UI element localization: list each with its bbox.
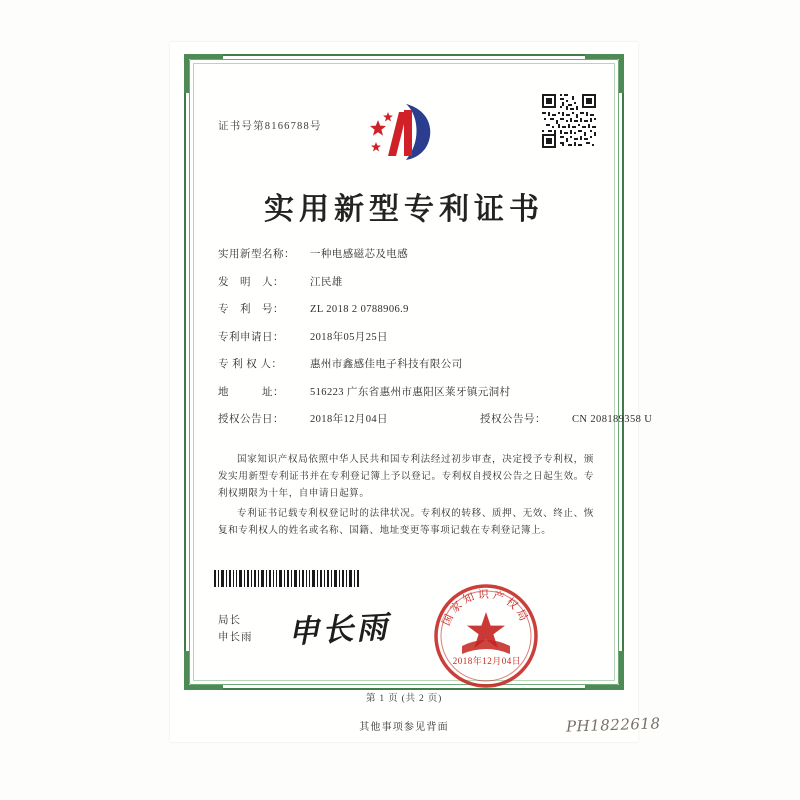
- field-list: [218, 246, 653, 439]
- corner-ornament-top-left: [184, 54, 223, 93]
- field-value-address: 516223 广东省惠州市惠阳区莱牙镇元洞村: [310, 386, 511, 398]
- field-label-grant-number: 授权公告号：: [480, 414, 546, 425]
- corner-ornament-bottom-right: [585, 651, 624, 690]
- field-label-patentee: 专 利 权 人：: [218, 359, 283, 370]
- field-value-utility-model-name: 一种电感磁芯及电感: [310, 249, 409, 260]
- corner-ornament-top-right: [585, 54, 624, 93]
- field-row: [218, 356, 594, 371]
- field-value-application-date: 2018年05月25日: [310, 331, 388, 343]
- field-value-grant-number: CN 208189358 U: [572, 414, 653, 425]
- page-indicator: 第 1 页 (共 2 页): [365, 694, 443, 704]
- seal-date: 2018年12月04日: [452, 656, 522, 666]
- field-value-inventor: 江民雄: [310, 276, 343, 288]
- signature-handwritten: 申长雨: [287, 609, 392, 651]
- page-title: 实用新型专利证书: [264, 192, 544, 227]
- field-row: [218, 329, 594, 344]
- certificate-sheet: [170, 42, 653, 742]
- certificate-number: 证书号第8166788号: [218, 121, 322, 132]
- field-label-address: 地 址：: [218, 386, 284, 398]
- field-label-patent-number: 专 利 号：: [218, 304, 284, 315]
- paragraph-2: 专利证书记载专利权登记时的法律状况。专利权的转移、质押、无效、终止、恢复和专利权人的姓名或名称、国籍、地址变更等事项记载在专利登记簿上。: [218, 509, 594, 536]
- field-row-grant: [218, 411, 653, 426]
- corner-ornament-bottom-left: [184, 651, 223, 690]
- signature-label-director: 局长: [218, 615, 241, 626]
- field-label-utility-model-name: 实用新型名称：: [218, 249, 295, 260]
- field-row: [218, 384, 594, 399]
- signature-label-name: 申长雨: [218, 632, 253, 643]
- svg-text:国家知识产权局: 国家知识产权局: [439, 587, 532, 628]
- field-label-inventor: 发 明 人：: [218, 276, 284, 288]
- field-row: [218, 301, 594, 316]
- signature-labels: [218, 612, 253, 646]
- patent-office-emblem-icon: [366, 98, 446, 166]
- footnote: 其他事项参见背面: [359, 722, 449, 733]
- field-row: [218, 246, 594, 261]
- field-label-application-date: 专利申请日：: [218, 331, 284, 343]
- field-label-grant-date: 授权公告日：: [218, 414, 284, 425]
- qr-code-icon: [542, 94, 596, 148]
- field-value-patent-number: ZL 2018 2 0788906.9: [310, 304, 409, 315]
- field-row: [218, 274, 594, 289]
- body-text: [218, 452, 594, 543]
- barcode-icon: [212, 570, 360, 587]
- field-value-patentee: 惠州市鑫感佳电子科技有限公司: [310, 359, 463, 370]
- official-seal-icon: [432, 582, 540, 690]
- field-value-grant-date: 2018年12月04日: [310, 414, 388, 425]
- handwritten-annotation: PH1822618: [565, 714, 661, 736]
- paragraph-1: 国家知识产权局依照中华人民共和国专利法经过初步审查，决定授予专利权，颁发实用新型专利证书并在专利登记簿上予以登记。专利权自授权公告之日起生效。专利权期限为十年，自申请日起算。: [218, 455, 594, 499]
